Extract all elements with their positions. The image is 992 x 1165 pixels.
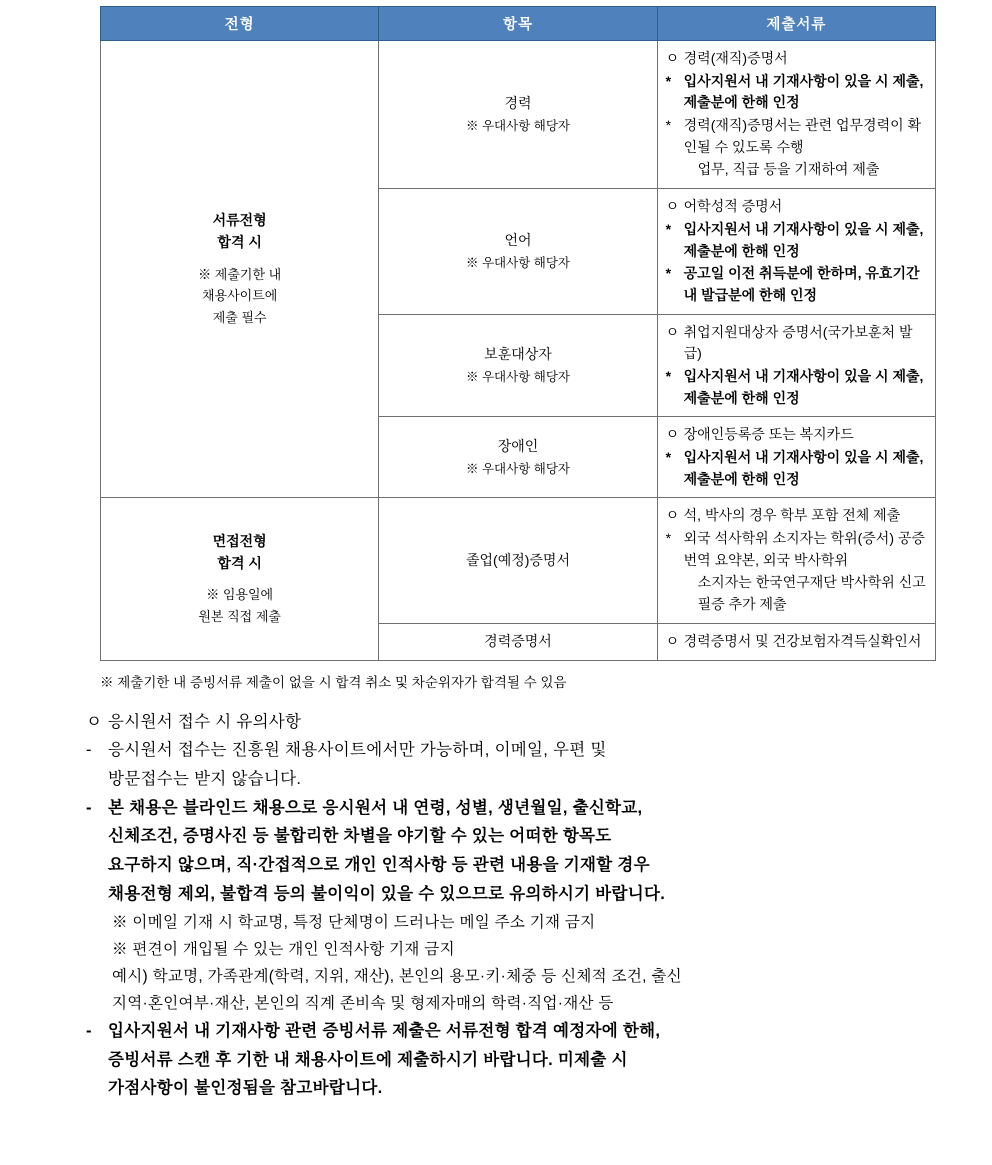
notice-line-text: 증빙서류 스캔 후 기한 내 채용사이트에 제출하시기 바랍니다. 미제출 시 bbox=[108, 1050, 628, 1069]
cell-item-disability bbox=[379, 417, 657, 498]
type-title-line2: 합격 시 bbox=[217, 234, 262, 251]
notice-line bbox=[86, 1018, 980, 1045]
doc-line bbox=[666, 447, 927, 490]
list-marker: * bbox=[665, 72, 672, 89]
doc-line bbox=[666, 219, 927, 262]
type-subnote-line2: 원본 직접 제출 bbox=[198, 608, 281, 624]
doc-line bbox=[666, 71, 927, 114]
notice-line-text: ※ 이메일 기재 시 학교명, 특정 단체명이 드러나는 메일 주소 기재 금지 bbox=[112, 913, 596, 931]
list-marker: ㅇ bbox=[665, 323, 680, 340]
doc-text: 외국 석사학위 소지자는 학위(증서) 공증 번역 요약본, 외국 박사학위 bbox=[683, 530, 925, 568]
list-marker: * bbox=[665, 530, 672, 547]
list-marker: - bbox=[86, 1021, 92, 1040]
cell-docs-career bbox=[657, 41, 935, 189]
cell-docs-disability bbox=[657, 417, 935, 498]
item-label: 졸업(예정)증명서 bbox=[465, 551, 570, 568]
cell-type-document-screening bbox=[101, 41, 379, 498]
cell-item-graduation bbox=[379, 498, 657, 623]
notice-line bbox=[86, 737, 980, 764]
cell-docs-graduation bbox=[657, 498, 935, 623]
cell-item-veteran bbox=[379, 314, 657, 417]
doc-line bbox=[666, 115, 927, 158]
item-label: 언어 bbox=[504, 231, 532, 248]
notice-section bbox=[12, 709, 980, 1103]
doc-text: 취업지원대상자 증명서(국가보훈처 발급) bbox=[683, 323, 913, 362]
list-marker: * bbox=[665, 265, 672, 282]
cell-item-career-certificate bbox=[379, 623, 657, 660]
doc-text: 경력(재직)증명서 bbox=[683, 50, 788, 66]
doc-line-continuation: 소지자는 한국연구재단 박사학위 신고필증 추가 제출 bbox=[697, 574, 926, 613]
doc-text: 경력증명서 및 건강보험자격득실확인서 bbox=[683, 632, 922, 649]
item-label: 장애인 bbox=[497, 437, 539, 454]
list-marker: ㅇ bbox=[665, 426, 680, 443]
list-marker: - bbox=[86, 741, 92, 760]
notice-line bbox=[86, 766, 980, 793]
doc-line bbox=[666, 263, 927, 306]
notice-subline bbox=[86, 937, 980, 962]
list-marker: ㅇ bbox=[665, 198, 680, 215]
type-title-line1: 면접전형 bbox=[212, 532, 267, 549]
doc-line bbox=[666, 196, 927, 218]
list-marker: * bbox=[665, 117, 672, 134]
cell-docs-veteran bbox=[657, 314, 935, 417]
notice-line-text: 응시원서 접수는 진흥원 채용사이트에서만 가능하며, 이메일, 우편 및 bbox=[108, 741, 607, 760]
notice-line-text: 신체조건, 증명사진 등 불합리한 차별을 야기할 수 있는 어떠한 항목도 bbox=[108, 827, 612, 846]
cell-docs-career-certificate bbox=[657, 623, 935, 660]
column-header-type: 전형 bbox=[101, 7, 379, 41]
notice-line-text: 지역·혼인여부·재산, 본인의 직계 존비속 및 형제자매의 학력·직업·재산 등 bbox=[112, 994, 614, 1012]
cell-item-career bbox=[379, 41, 657, 189]
doc-line bbox=[666, 528, 927, 571]
item-note: ※ 우대사항 해당자 bbox=[466, 461, 570, 476]
doc-text: 공고일 이전 취득분에 한하며, 유효기간 내 발급분에 한해 인정 bbox=[683, 265, 920, 303]
doc-line-continuation: 업무, 직급 등을 기재하여 제출 bbox=[697, 161, 880, 178]
doc-line bbox=[666, 48, 927, 70]
table-row bbox=[101, 498, 936, 623]
notice-line-text: 예시) 학교명, 가족관계(학력, 지위, 재산), 본인의 용모·키·체중 등 신체적 조건, 출신 bbox=[112, 967, 682, 985]
doc-text: 입사지원서 내 기재사항이 있을 시 제출, 제출분에 한해 인정 bbox=[683, 367, 924, 406]
submission-documents-table bbox=[100, 6, 936, 661]
list-marker: * bbox=[665, 449, 672, 465]
list-marker: ㅇ bbox=[665, 632, 680, 649]
notice-heading-text: 응시원서 접수 시 유의사항 bbox=[108, 712, 302, 731]
doc-line bbox=[666, 424, 927, 446]
notice-line bbox=[86, 823, 980, 850]
notice-line bbox=[86, 1047, 980, 1074]
item-label: 경력증명서 bbox=[484, 632, 552, 649]
doc-line bbox=[666, 505, 927, 527]
doc-line bbox=[666, 322, 927, 365]
type-subnote-line2: 채용사이트에 bbox=[201, 288, 278, 304]
table-header bbox=[101, 7, 936, 41]
notice-line bbox=[86, 852, 980, 879]
doc-text: 장애인등록증 또는 복지카드 bbox=[683, 426, 854, 443]
table-row bbox=[101, 41, 936, 189]
notice-line-text: 요구하지 않으며, 직·간접적으로 개인 인적사항 등 관련 내용을 기재할 경우 bbox=[108, 856, 650, 875]
doc-text: 석, 박사의 경우 학부 포함 전체 제출 bbox=[683, 507, 901, 524]
doc-text: 어학성적 증명서 bbox=[683, 198, 783, 215]
list-marker: ㅇ bbox=[665, 507, 680, 524]
table-body bbox=[101, 41, 936, 661]
notice-line bbox=[86, 1075, 980, 1102]
type-subnote-line1: ※ 임용일에 bbox=[206, 587, 274, 603]
notice-subline bbox=[86, 910, 980, 935]
cell-item-language bbox=[379, 189, 657, 314]
notice-line-text: 입사지원서 내 기재사항 관련 증빙서류 제출은 서류전형 합격 예정자에 한해, bbox=[108, 1021, 661, 1040]
notice-line-text: 본 채용은 블라인드 채용으로 응시원서 내 연령, 성별, 생년월일, 출신학교, bbox=[108, 798, 643, 817]
doc-text: 입사지원서 내 기재사항이 있을 시 제출, 제출분에 한해 인정 bbox=[683, 72, 924, 111]
item-note: ※ 우대사항 해당자 bbox=[466, 369, 570, 384]
doc-text: 입사지원서 내 기재사항이 있을 시 제출, 제출분에 한해 인정 bbox=[683, 449, 924, 487]
type-subnote-line3: 제출 필수 bbox=[212, 309, 267, 325]
list-marker: - bbox=[86, 798, 92, 817]
column-header-documents: 제출서류 bbox=[657, 7, 935, 41]
column-header-item: 항목 bbox=[379, 7, 657, 41]
type-title-line1: 서류전형 bbox=[212, 212, 267, 229]
item-note: ※ 우대사항 해당자 bbox=[466, 118, 570, 133]
type-subnote bbox=[109, 264, 370, 328]
notice-subline bbox=[86, 964, 980, 989]
notice-line-text: 방문접수는 받지 않습니다. bbox=[108, 769, 302, 788]
type-title-line2: 합격 시 bbox=[217, 554, 262, 571]
notice-line bbox=[86, 795, 980, 822]
list-marker: * bbox=[665, 367, 672, 384]
type-subnote bbox=[109, 584, 370, 627]
notice-line bbox=[86, 881, 980, 908]
doc-text: 경력(재직)증명서는 관련 업무경력이 확인될 수 있도록 수행 bbox=[683, 117, 922, 155]
notice-line-text: 가점사항이 불인정됨을 참고바랍니다. bbox=[108, 1079, 383, 1098]
type-subnote-line1: ※ 제출기한 내 bbox=[198, 266, 282, 282]
table-footnote: ※ 제출기한 내 증빙서류 제출이 없을 시 합격 취소 및 차순위자가 합격될 수 있음 bbox=[100, 674, 567, 690]
list-marker: ㅇ bbox=[86, 712, 103, 731]
table-header-row bbox=[101, 7, 936, 41]
notice-line-text: 채용전형 제외, 불합격 등의 불이익이 있을 수 있으므로 유의하시기 바랍니다. bbox=[108, 884, 666, 903]
notice-line-text: ※ 편견이 개입될 수 있는 개인 인적사항 기재 금지 bbox=[112, 940, 455, 958]
notice-subline bbox=[86, 991, 980, 1016]
cell-type-interview-screening bbox=[101, 498, 379, 660]
item-note: ※ 우대사항 해당자 bbox=[466, 255, 570, 270]
doc-line bbox=[666, 631, 927, 653]
item-label: 경력 bbox=[504, 95, 532, 112]
doc-line bbox=[666, 366, 927, 409]
list-marker: ㅇ bbox=[665, 50, 680, 66]
item-label: 보훈대상자 bbox=[484, 345, 552, 362]
doc-text: 입사지원서 내 기재사항이 있을 시 제출, 제출분에 한해 인정 bbox=[683, 220, 924, 259]
cell-docs-language bbox=[657, 189, 935, 314]
notice-heading bbox=[86, 709, 980, 736]
list-marker: * bbox=[665, 220, 672, 237]
